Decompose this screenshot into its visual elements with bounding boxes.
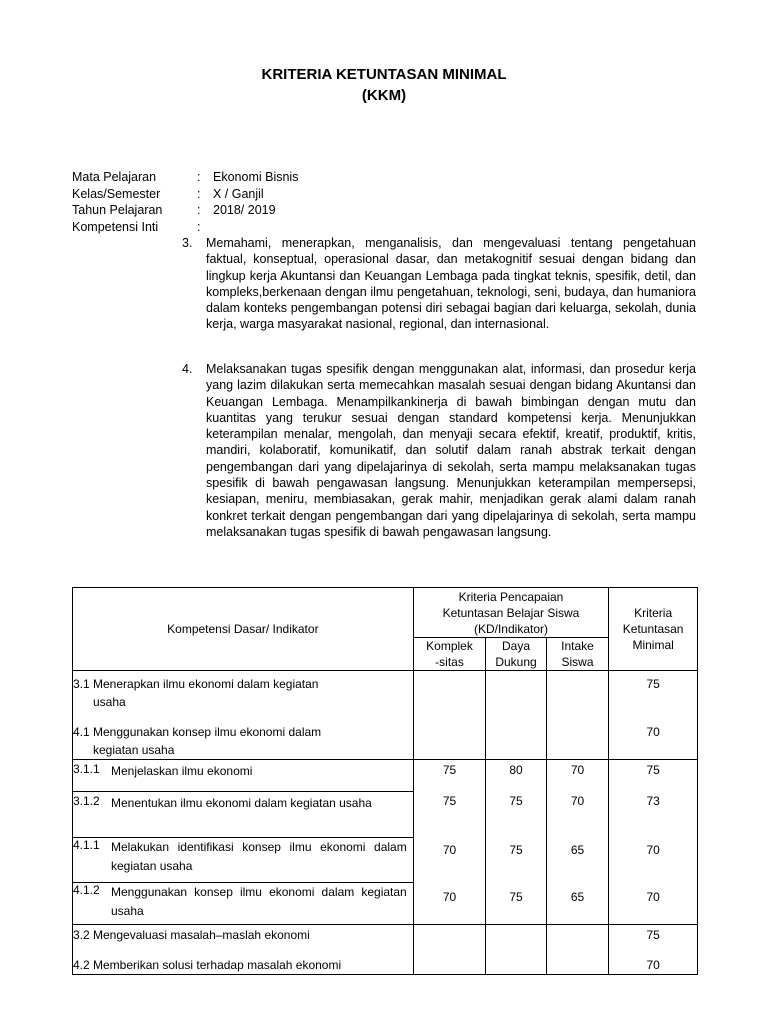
header-line: -sitas (435, 655, 464, 669)
kkm-cell (609, 671, 698, 760)
meta-colon: : (197, 170, 201, 184)
intake-value: 70 (546, 760, 609, 792)
kd-item: 3.1 Menerapkan ilmu ekonomi dalam kegiatan (73, 677, 319, 691)
table-row (73, 925, 698, 975)
header-line: Minimal (632, 638, 674, 652)
complexity-value: 75 (413, 760, 486, 792)
header-line: (KD/Indikator) (473, 621, 548, 636)
complexity-value: 75 (413, 792, 486, 838)
spacer (609, 944, 697, 956)
kkm-value: 70 (646, 958, 660, 972)
spacer (609, 693, 697, 723)
header-kkm (609, 588, 698, 671)
header-line: Daya (502, 639, 531, 653)
empty-cell (413, 925, 486, 975)
kkm-table (72, 587, 698, 975)
indicator-cell (73, 792, 414, 838)
document-title (0, 64, 768, 106)
header-line: Komplek (426, 639, 473, 653)
empty-cell (486, 925, 546, 975)
kd-item-cont: kegiatan usaha (93, 743, 175, 757)
intake-value: 65 (546, 883, 609, 925)
indicator-text: Menentukan ilmu ekonomi dalam kegiatan usaha (111, 796, 372, 810)
kd-item: 3.2 Mengevaluasi masalah–maslah ekonomi (73, 928, 310, 942)
indicator-number: 4.1.1 (73, 838, 100, 852)
kd-cell (73, 671, 414, 760)
meta-value: X / Ganjil (213, 186, 264, 201)
table-row (73, 838, 698, 883)
core-competency-3 (182, 235, 696, 333)
indicator-text: Melakukan identifikasi konsep ilmu ekonomi dalam kegiatan usaha (111, 840, 407, 873)
indicator-text: Menjelaskan ilmu ekonomi (111, 764, 253, 778)
support-value: 75 (486, 883, 546, 925)
intake-value: 70 (546, 792, 609, 838)
meta-value: 2018/ 2019 (213, 203, 276, 217)
kkm-cell (609, 925, 698, 975)
spacer (73, 711, 413, 723)
ki-text: Memahami, menerapkan, menganalisis, dan mengevaluasi tentang pengetahuan faktual, konseptual, operasional dasar, dan metakognitif sesuai dengan bidang dan lingkup kerja Akuntansi dan Keuangan Lembaga pada tingkat teknis, spesifik, detil, dan kompleks,berkenaan dengan ilmu pengetahuan, teknologi, seni, budaya, dan humaniora dalam konteks pengembangan potensi diri sebagai bagian dari keluarga, sekolah, dunia kerja, warga masyarakat nasional, regional, dan internasional. (206, 236, 696, 332)
support-value: 80 (486, 760, 546, 792)
kkm-value: 70 (609, 883, 698, 925)
intake-value: 65 (546, 838, 609, 883)
header-line: Intake (561, 639, 594, 653)
identity-block (72, 169, 298, 235)
meta-row-subject (72, 169, 298, 186)
support-value: 75 (486, 838, 546, 883)
ki-number: 3. (182, 236, 193, 250)
kd-item: 4.2 Memberikan solusi terhadap masalah ekonomi (73, 958, 342, 972)
header-complexity (413, 638, 486, 671)
table-header-row (73, 588, 698, 638)
indicator-number: 4.1.2 (73, 883, 100, 897)
complexity-value: 70 (413, 838, 486, 883)
kd-cell (73, 925, 414, 975)
ki-number: 4. (182, 362, 193, 376)
meta-value: Ekonomi Bisnis (213, 170, 299, 184)
complexity-value: 70 (413, 883, 486, 925)
meta-colon: : (197, 219, 201, 234)
kkm-value: 75 (646, 928, 660, 942)
meta-colon: : (197, 186, 201, 201)
empty-cell (546, 671, 609, 760)
ki-text: Melaksanakan tugas spesifik dengan menggunakan alat, informasi, dan prosedur kerja yang lazim dilakukan serta memecahkan masalah sesuai dengan bidang Akuntansi dan Keuangan Lembaga. Menampilkankinerja di bawah bimbingan dengan mutu dan kuantitas yang terukur sesuai dengan standard kompetensi kerja. Menunjukkan keterampilan menalar, mengolah, dan menyaji secara efektif, kreatif, produktif, kritis, mandiri, kolaboratif, komunikatif, dan solutif dalam ranah abstrak terkait dengan pengembangan dari yang dipelajarinya di sekolah, serta mampu melaksanakan tugas spesifik di bawah pengawasan langsung. Menunjukkan keterampilan mempersepsi, kesiapan, meniru, membiasakan, gerak mahir, menjadikan gerak alami dalam ranah konkret terkait dengan pengembangan dari yang dipelajarinya di sekolah, serta mampu melaksanakan tugas spesifik di bawah pengawasan langsung. (206, 362, 696, 539)
header-line: Kriteria (634, 606, 673, 620)
indicator-number: 3.1.1 (73, 762, 100, 776)
meta-row-year (72, 202, 298, 219)
indicator-number: 3.1.2 (73, 794, 100, 808)
header-kd: Kompetensi Dasar/ Indikator (73, 588, 414, 671)
support-value: 75 (486, 792, 546, 838)
title-line-2: (KKM) (361, 87, 407, 104)
indicator-cell (73, 883, 414, 925)
empty-cell (486, 671, 546, 760)
spacer (73, 944, 413, 956)
meta-colon: : (197, 203, 201, 217)
meta-label: Mata Pelajaran (72, 170, 157, 184)
header-line: Ketuntasan (622, 622, 684, 636)
meta-label: Kompetensi Inti (72, 219, 159, 234)
empty-cell (546, 925, 609, 975)
header-line: Siswa (561, 655, 594, 669)
header-intake (546, 638, 609, 671)
meta-label: Tahun Pelajaran (72, 203, 163, 217)
title-line-1: KRITERIA KETUNTASAN MINIMAL (261, 66, 507, 83)
kd-item: 4.1 Menggunakan konsep ilmu ekonomi dalam (73, 725, 322, 739)
header-criteria-achievement (413, 588, 609, 638)
meta-row-class (72, 186, 298, 203)
header-line: Kriteria Pencapaian (458, 589, 564, 604)
meta-row-core-competency (72, 219, 298, 236)
indicator-text: Menggunakan konsep ilmu ekonomi dalam kegiatan usaha (111, 885, 407, 918)
core-competency-4 (182, 361, 696, 540)
kkm-value: 70 (646, 725, 660, 739)
table-row (73, 792, 698, 838)
indicator-cell (73, 760, 414, 792)
empty-cell (413, 671, 486, 760)
header-line: Dukung (495, 655, 537, 669)
kkm-value: 75 (609, 760, 698, 792)
header-line: Ketuntasan Belajar Siswa (442, 605, 580, 620)
header-support (486, 638, 546, 671)
kkm-value: 73 (609, 792, 698, 838)
kd-item-cont: usaha (93, 695, 126, 709)
meta-label: Kelas/Semester (72, 186, 161, 201)
kkm-value: 70 (609, 838, 698, 883)
table-row (73, 760, 698, 792)
table-row (73, 671, 698, 760)
indicator-cell (73, 838, 414, 883)
kkm-value: 75 (646, 677, 660, 691)
table-row (73, 883, 698, 925)
